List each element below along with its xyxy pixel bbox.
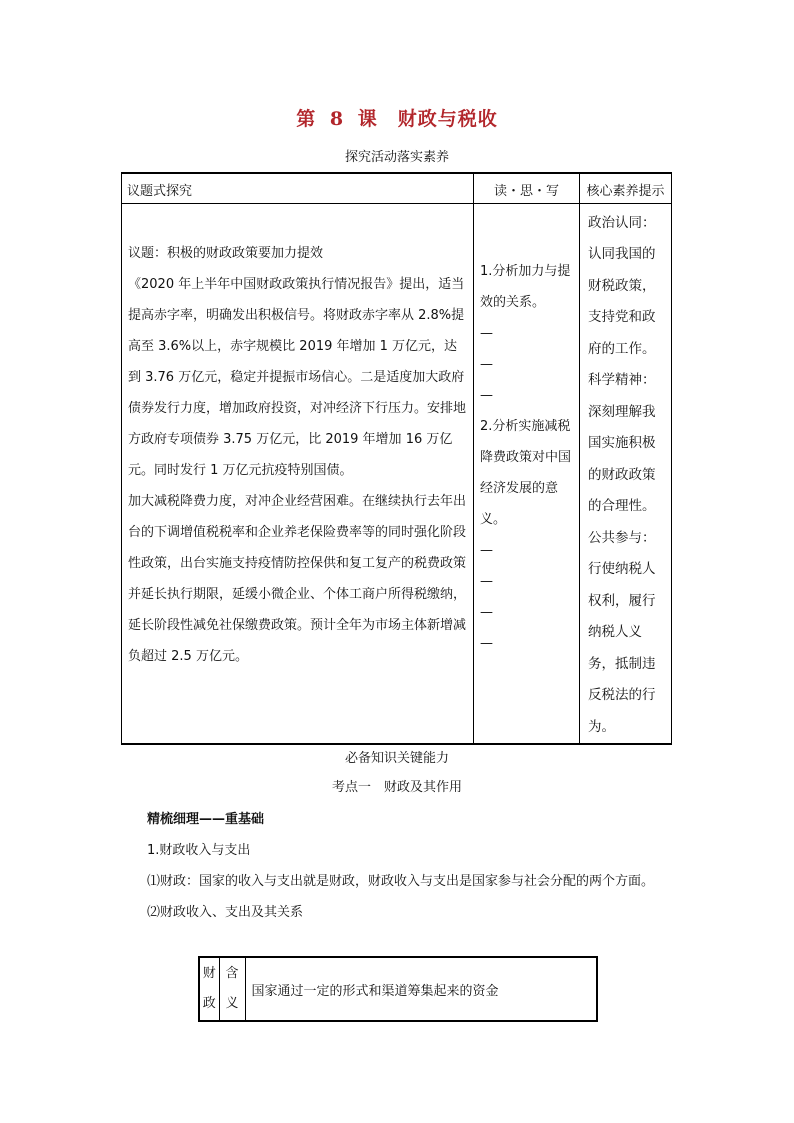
section-heading: 必备知识关键能力 xyxy=(344,751,449,766)
inquiry-text-cell xyxy=(122,203,474,744)
question-2: 2.分析实施减税降费政策对中国经济发展的意义。 xyxy=(480,418,572,527)
header-inquiry: 议题式探究 xyxy=(122,173,474,203)
question-1: 1.分析加力与提效的关系。 xyxy=(480,263,571,310)
lesson-title: 第 8 课 财政与税收 xyxy=(296,108,498,130)
meaning-desc: 国家通过一定的形式和渠道筹集起来的资金 xyxy=(245,957,597,1021)
inquiry-table xyxy=(121,172,672,745)
answer-line: — xyxy=(480,325,493,341)
answer-line: — xyxy=(480,604,493,620)
paragraph-1: 《2020 年上半年中国财政政策执行情况报告》提出，适当提高赤字率，明确发出积极信号。将财政赤字率从 2.8%提高至 3.6%以上，赤字规模比 2019 年增加 1 万亿元，达到 3.76 万亿元，稳定并提振市场信心。二是适度加大政府债券发行力度，增加政府投资，对冲经济下行压力。安排地方政府专项债券 3.75 万亿元，比 2019 年增加 16 万亿元。同时发行 1 万亿元抗疫特别国债。 xyxy=(128,276,467,478)
answer-line: — xyxy=(480,542,493,558)
lesson-subtitle: 探究活动落实素养 xyxy=(344,150,449,165)
point-1b: ⑵财政收入、支出及其关系 xyxy=(147,905,304,920)
scientific-spirit: 科学精神：深刻理解我国实施积极的财政政策的合理性。 xyxy=(588,372,656,514)
header-core-literacy: 核心素养提示 xyxy=(580,173,672,203)
core-literacy-cell xyxy=(580,203,672,744)
paragraph-2: 加大减税降费力度，对冲企业经营困难。在继续执行去年出台的下调增值税税率和企业养老保险费率等的同时强化阶段性政策，出台实施支持疫情防控保供和复工复产的税费政策并延长执行期限，延缓小微企业、个体工商户所得税缴纳，延长阶段性减免社保缴费政策。预计全年为市场主体新增减负超过 2.5 万亿元。 xyxy=(128,493,467,664)
questions-cell xyxy=(474,203,580,744)
answer-line: — xyxy=(480,573,493,589)
public-participation: 公共参与：行使纳税人权利，履行纳税人义务，抵制违反税法的行为。 xyxy=(588,529,656,735)
answer-line: — xyxy=(480,635,493,651)
topic-line: 议题：积极的财政政策要加力提效 xyxy=(128,245,324,261)
meaning-cell: 含义 xyxy=(219,957,245,1021)
basics-heading: 精梳细理——重基础 xyxy=(147,812,265,827)
point-1: 1.财政收入与支出 xyxy=(147,843,251,858)
finance-cell: 财政 xyxy=(199,957,219,1021)
political-identity: 政治认同：认同我国的财税政策，支持党和政府的工作。 xyxy=(588,214,656,357)
finance-table xyxy=(198,956,598,1022)
answer-line: — xyxy=(480,387,493,403)
section-subheading: 考点一 财政及其作用 xyxy=(331,780,462,795)
answer-line: — xyxy=(480,356,493,372)
point-1a: ⑴财政：国家的收入与支出就是财政，财政收入与支出是国家参与社会分配的两个方面。 xyxy=(147,874,655,889)
header-read-think-write: 读・思・写 xyxy=(474,173,580,203)
